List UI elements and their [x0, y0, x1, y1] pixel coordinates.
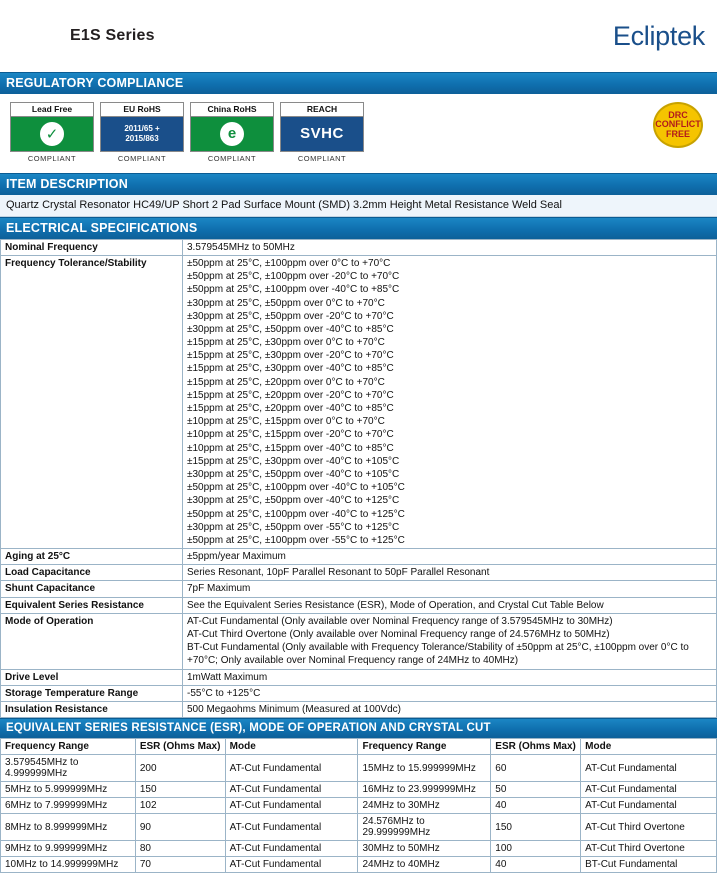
esr-column-header: Mode	[581, 739, 717, 755]
spec-value-line: 1mWatt Maximum	[187, 671, 268, 683]
esr-cell: 6MHz to 7.999999MHz	[1, 798, 136, 814]
section-item-description: ITEM DESCRIPTION	[0, 173, 717, 195]
spec-label: Drive Level	[1, 669, 183, 685]
drc-line-2: CONFLICT	[655, 119, 701, 130]
badge-reach-title: REACH	[281, 103, 363, 117]
spec-row	[1, 255, 717, 548]
esr-cell: 16MHz to 23.999999MHz	[358, 782, 491, 798]
spec-value	[183, 613, 717, 669]
spec-value	[183, 701, 717, 717]
spec-label: Load Capacitance	[1, 565, 183, 581]
brand-name: Ecliptek	[612, 20, 705, 51]
esr-cell: AT-Cut Fundamental	[225, 857, 358, 873]
esr-cell: 100	[491, 841, 581, 857]
spec-label: Equivalent Series Resistance	[1, 597, 183, 613]
compliance-badges	[0, 94, 717, 173]
spec-row	[1, 597, 717, 613]
spec-label: Aging at 25°C	[1, 549, 183, 565]
esr-cell: 8MHz to 8.999999MHz	[1, 814, 136, 841]
page-title: E1S Series	[70, 27, 155, 44]
esr-column-header: ESR (Ohms Max)	[491, 739, 581, 755]
esr-cell: 3.579545MHz to 4.999999MHz	[1, 755, 136, 782]
spec-value-line: ±50ppm at 25°C, ±100ppm over -40°C to +85°C	[187, 284, 400, 296]
spec-label: Nominal Frequency	[1, 239, 183, 255]
spec-value-line: ±30ppm at 25°C, ±50ppm over -40°C to +105°C	[187, 468, 400, 480]
spec-label: Insulation Resistance	[1, 701, 183, 717]
esr-cell: AT-Cut Third Overtone	[581, 814, 717, 841]
spec-value-line: ±50ppm at 25°C, ±100ppm over 0°C to +70°C	[187, 257, 391, 269]
spec-value	[183, 685, 717, 701]
spec-value-line: ±15ppm at 25°C, ±30ppm over -20°C to +70°C	[187, 350, 394, 362]
badge-china-rohs-caption: COMPLIANT	[207, 153, 257, 163]
spec-row	[1, 685, 717, 701]
spec-row	[1, 701, 717, 717]
item-description-text: Quartz Crystal Resonator HC49/UP Short 2 Pad Surface Mount (SMD) 3.2mm Height Metal Resistance Weld Seal	[0, 195, 717, 217]
spec-value-line: ±50ppm at 25°C, ±100ppm over -40°C to +125°C	[187, 508, 405, 520]
badge-lead-free-title: Lead Free	[11, 103, 93, 117]
badge-eu-rohs-title: EU RoHS	[101, 103, 183, 117]
spec-value	[183, 549, 717, 565]
spec-value-line: ±50ppm at 25°C, ±100ppm over -40°C to +105°C	[187, 482, 405, 494]
esr-cell: 90	[135, 814, 225, 841]
esr-cell: AT-Cut Fundamental	[581, 798, 717, 814]
e-circle-icon: e	[191, 117, 273, 151]
esr-cell: 15MHz to 15.999999MHz	[358, 755, 491, 782]
spec-row	[1, 669, 717, 685]
spec-value-line: ±30ppm at 25°C, ±50ppm over -55°C to +125°C	[187, 521, 400, 533]
spec-row	[1, 613, 717, 669]
spec-value-line: Series Resonant, 10pF Parallel Resonant to 50pF Parallel Resonant	[187, 567, 490, 579]
spec-value-line: 7pF Maximum	[187, 583, 251, 595]
table-row	[1, 857, 717, 873]
spec-value-line: ±30ppm at 25°C, ±50ppm over -20°C to +70°C	[187, 310, 394, 322]
spec-row	[1, 565, 717, 581]
esr-cell: AT-Cut Fundamental	[581, 755, 717, 782]
esr-cell: 10MHz to 14.999999MHz	[1, 857, 136, 873]
spec-value-line: ±10ppm at 25°C, ±15ppm over 0°C to +70°C	[187, 416, 385, 428]
esr-cell: AT-Cut Fundamental	[225, 814, 358, 841]
esr-cell: AT-Cut Fundamental	[225, 798, 358, 814]
spec-row	[1, 549, 717, 565]
badge-reach-svhc-label: SVHC	[281, 117, 363, 151]
esr-cell: 40	[491, 798, 581, 814]
section-electrical-specifications: ELECTRICAL SPECIFICATIONS	[0, 217, 717, 239]
spec-value-line: ±30ppm at 25°C, ±50ppm over -40°C to +125°C	[187, 495, 400, 507]
section-regulatory-compliance: REGULATORY COMPLIANCE	[0, 72, 717, 94]
spec-value	[183, 597, 717, 613]
spec-value-line: See the Equivalent Series Resistance (ESR), Mode of Operation, and Crystal Cut Table Below	[187, 599, 604, 611]
spec-value-line: ±10ppm at 25°C, ±15ppm over -20°C to +70°C	[187, 429, 394, 441]
esr-column-header: ESR (Ohms Max)	[135, 739, 225, 755]
spec-value-line: ±30ppm at 25°C, ±50ppm over 0°C to +70°C	[187, 297, 385, 309]
badge-china-rohs-title: China RoHS	[191, 103, 273, 117]
spec-value-line: 500 Megaohms Minimum (Measured at 100Vdc)	[187, 703, 401, 715]
table-row	[1, 755, 717, 782]
spec-value-line: AT-Cut Fundamental (Only available over Nominal Frequency range of 3.579545MHz to 30MHz)	[187, 615, 613, 627]
esr-cell: 200	[135, 755, 225, 782]
spec-value-line: ±15ppm at 25°C, ±30ppm over 0°C to +70°C	[187, 337, 385, 349]
esr-cell: AT-Cut Fundamental	[225, 782, 358, 798]
spec-value-line: -55°C to +125°C	[187, 687, 261, 699]
section-esr-table: EQUIVALENT SERIES RESISTANCE (ESR), MODE OF OPERATION AND CRYSTAL CUT	[0, 718, 717, 738]
esr-cell: AT-Cut Fundamental	[225, 755, 358, 782]
drc-line-1: DRC	[668, 109, 688, 120]
esr-mode-crystal-cut-table	[0, 738, 717, 873]
spec-value-line: AT-Cut Third Overtone (Only available over Nominal Frequency range of 24.576MHz to 50MHz)	[187, 629, 610, 641]
esr-cell: 24.576MHz to 29.999999MHz	[358, 814, 491, 841]
spec-value	[183, 565, 717, 581]
badge-eu-rohs-body: 2011/65 + 2015/863	[101, 117, 183, 151]
esr-cell: 24MHz to 40MHz	[358, 857, 491, 873]
esr-cell: 24MHz to 30MHz	[358, 798, 491, 814]
esr-cell: 30MHz to 50MHz	[358, 841, 491, 857]
spec-row	[1, 239, 717, 255]
ecliptek-swirl-logo-icon	[576, 21, 606, 51]
badge-eu-rohs	[100, 102, 184, 163]
spec-label: Storage Temperature Range	[1, 685, 183, 701]
spec-value-line: ±15ppm at 25°C, ±30ppm over -40°C to +85°C	[187, 363, 394, 375]
spec-value-line: ±10ppm at 25°C, ±15ppm over -40°C to +85°C	[187, 442, 394, 454]
badge-china-rohs	[190, 102, 274, 163]
badge-lead-free-caption: COMPLIANT	[27, 153, 77, 163]
esr-cell: 5MHz to 5.999999MHz	[1, 782, 136, 798]
spec-value	[183, 255, 717, 548]
table-row	[1, 782, 717, 798]
table-row	[1, 798, 717, 814]
page-header	[0, 0, 717, 72]
esr-cell: 150	[491, 814, 581, 841]
drc-conflict-free-badge	[653, 102, 703, 148]
spec-value	[183, 239, 717, 255]
table-row	[1, 814, 717, 841]
drc-line-3: FREE	[665, 128, 690, 139]
esr-cell: 60	[491, 755, 581, 782]
badge-reach-body	[281, 117, 363, 151]
leaf-icon: ✓	[11, 117, 93, 151]
esr-column-header: Mode	[225, 739, 358, 755]
brand-logo	[576, 21, 705, 52]
spec-value-line: 3.579545MHz to 50MHz	[187, 241, 295, 253]
spec-label: Frequency Tolerance/Stability	[1, 255, 183, 548]
badge-reach-caption: COMPLIANT	[297, 153, 347, 163]
spec-value-line: ±15ppm at 25°C, ±20ppm over 0°C to +70°C	[187, 376, 385, 388]
electrical-specifications-table	[0, 239, 717, 718]
table-row	[1, 841, 717, 857]
spec-value-line: ±15ppm at 25°C, ±30ppm over -40°C to +105°C	[187, 455, 400, 467]
esr-column-header: Frequency Range	[1, 739, 136, 755]
esr-cell: BT-Cut Fundamental	[581, 857, 717, 873]
spec-value-line: ±50ppm at 25°C, ±100ppm over -55°C to +125°C	[187, 534, 405, 546]
esr-cell: AT-Cut Fundamental	[225, 841, 358, 857]
esr-cell: 80	[135, 841, 225, 857]
spec-value	[183, 669, 717, 685]
esr-column-header: Frequency Range	[358, 739, 491, 755]
spec-value-line: ±50ppm at 25°C, ±100ppm over -20°C to +70°C	[187, 271, 400, 283]
esr-cell: 150	[135, 782, 225, 798]
esr-cell: 70	[135, 857, 225, 873]
spec-row	[1, 581, 717, 597]
esr-cell: 40	[491, 857, 581, 873]
spec-value-line: ±5ppm/year Maximum	[187, 551, 286, 563]
spec-value-line: BT-Cut Fundamental (Only available with Frequency Tolerance/Stability of ±50ppm at 25°C, ±100ppm over 0°C to +70°C; Only available over Nominal Frequency range of 24MHz to 40MHz)	[187, 642, 689, 667]
badge-lead-free	[10, 102, 94, 163]
spec-label: Mode of Operation	[1, 613, 183, 669]
spec-value	[183, 581, 717, 597]
spec-value-line: ±30ppm at 25°C, ±50ppm over -40°C to +85°C	[187, 323, 394, 335]
badge-eu-rohs-caption: COMPLIANT	[117, 153, 167, 163]
spec-label: Shunt Capacitance	[1, 581, 183, 597]
esr-cell: AT-Cut Third Overtone	[581, 841, 717, 857]
esr-cell: AT-Cut Fundamental	[581, 782, 717, 798]
spec-value-line: ±15ppm at 25°C, ±20ppm over -40°C to +85°C	[187, 403, 394, 415]
esr-cell: 50	[491, 782, 581, 798]
esr-cell: 102	[135, 798, 225, 814]
badge-reach	[280, 102, 364, 163]
esr-cell: 9MHz to 9.999999MHz	[1, 841, 136, 857]
spec-value-line: ±15ppm at 25°C, ±20ppm over -20°C to +70°C	[187, 389, 394, 401]
